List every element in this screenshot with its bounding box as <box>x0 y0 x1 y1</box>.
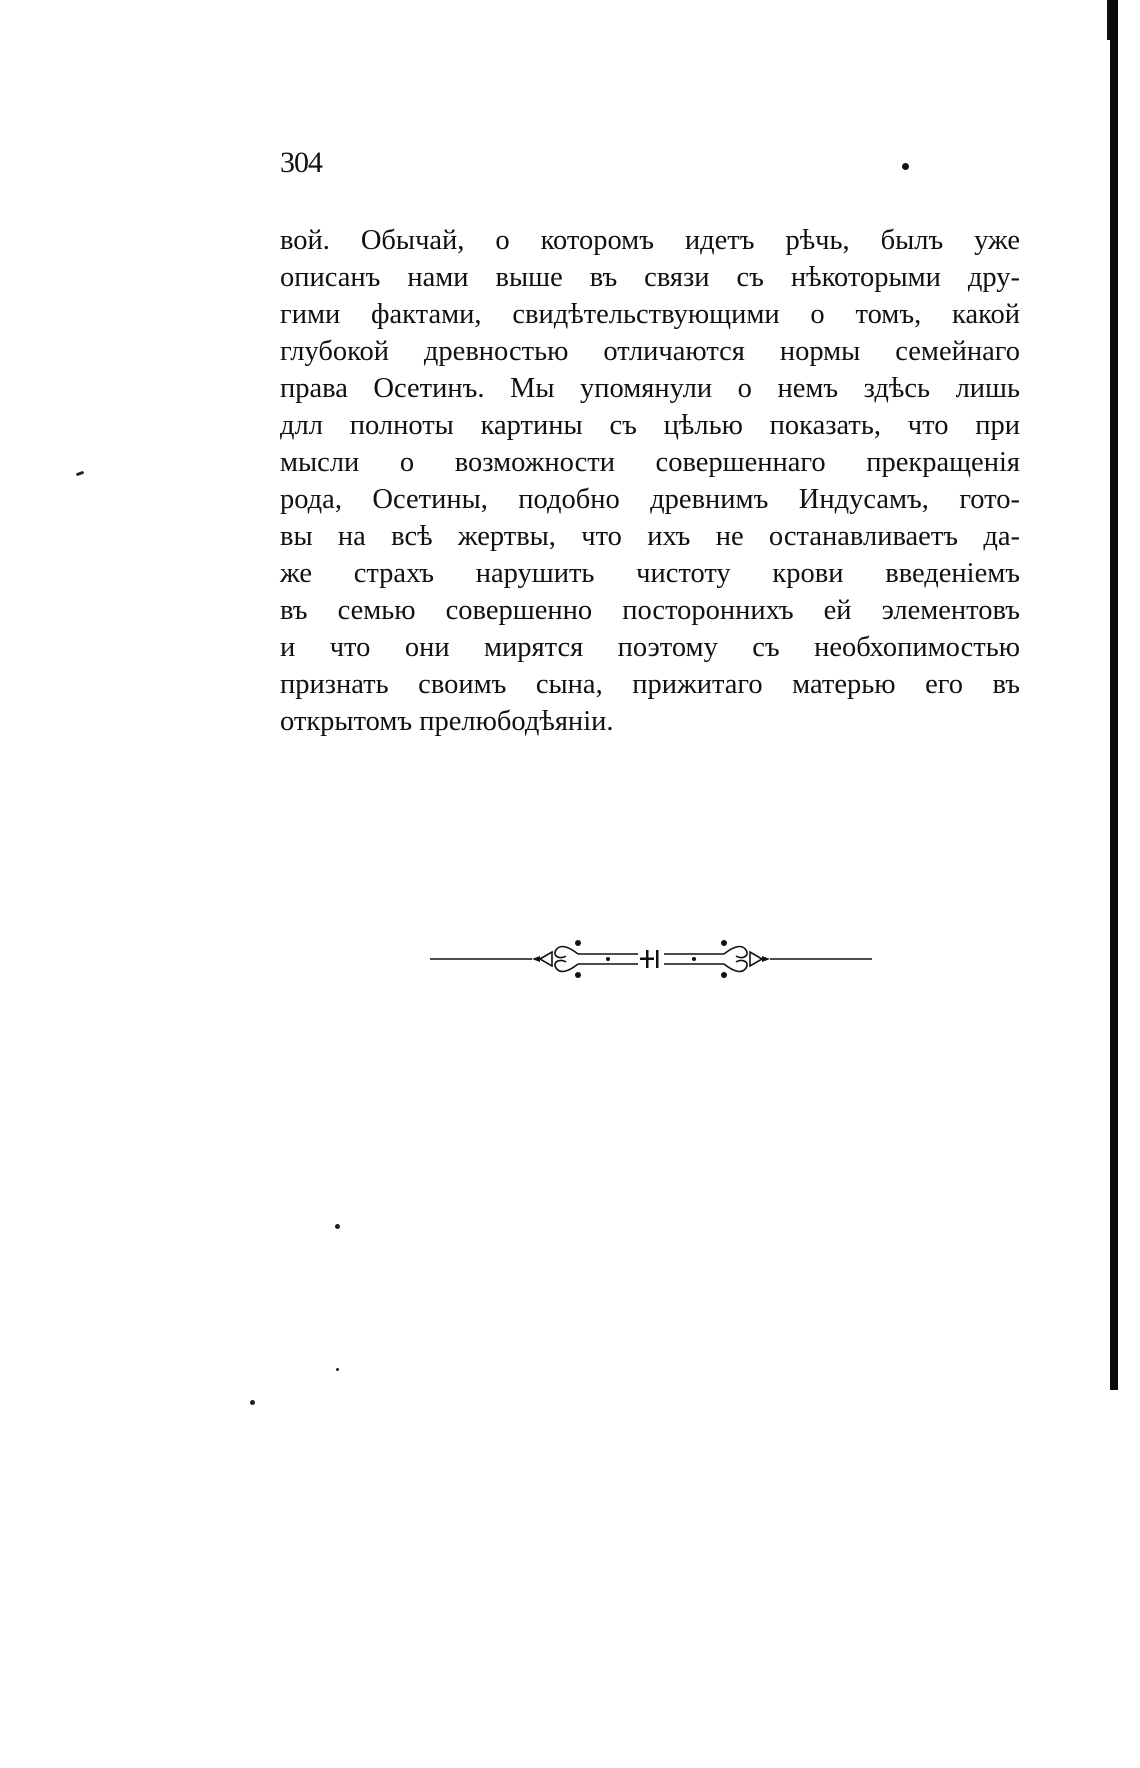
text-line: вы на всѣ жертвы, что ихъ не останавливаетъ да- <box>280 521 1020 552</box>
header-dot-mark <box>902 163 909 170</box>
text-line: признать своимъ сына, прижитаго матерью его въ <box>280 669 1020 700</box>
text-line: рода, Осетины, подобно древнимъ Индусамъ, гото- <box>280 484 1020 515</box>
text-line: мысли о возможности совершеннаго прекращенія <box>280 447 1020 478</box>
margin-speck <box>250 1400 255 1405</box>
text-line: же страхъ нарушить чистоту крови введеніемъ <box>280 558 1020 589</box>
text-line: длл полноты картины съ цѣлью показать, что при <box>280 410 1020 441</box>
text-line: глубокой древностью отличаются нормы семейнаго <box>280 336 1020 367</box>
text-line: и что они мирятся поэтому съ необхопимостью <box>280 632 1020 663</box>
page-number: 304 <box>280 146 322 179</box>
text-line: описанъ нами выше въ связи съ нѣкоторыми дру- <box>280 262 1020 293</box>
text-line: гими фактами, свидѣтельствующими о томъ, какой <box>280 299 1020 330</box>
ornament-icon <box>428 936 874 982</box>
text-line: въ семью совершенно постороннихъ ей элементовъ <box>280 595 1020 626</box>
text-line: вой. Обычай, о которомъ идетъ рѣчь, былъ уже <box>280 225 1020 256</box>
margin-speck <box>336 1368 339 1371</box>
margin-speck <box>335 1224 340 1229</box>
text-line: права Осетинъ. Мы упомянули о немъ здѣсь лишь <box>280 373 1020 404</box>
margin-speck <box>76 471 85 477</box>
text-line: открытомъ прелюбодѣяніи. <box>280 706 614 737</box>
scan-edge-bar <box>1110 0 1118 1390</box>
body-text <box>280 222 1020 740</box>
